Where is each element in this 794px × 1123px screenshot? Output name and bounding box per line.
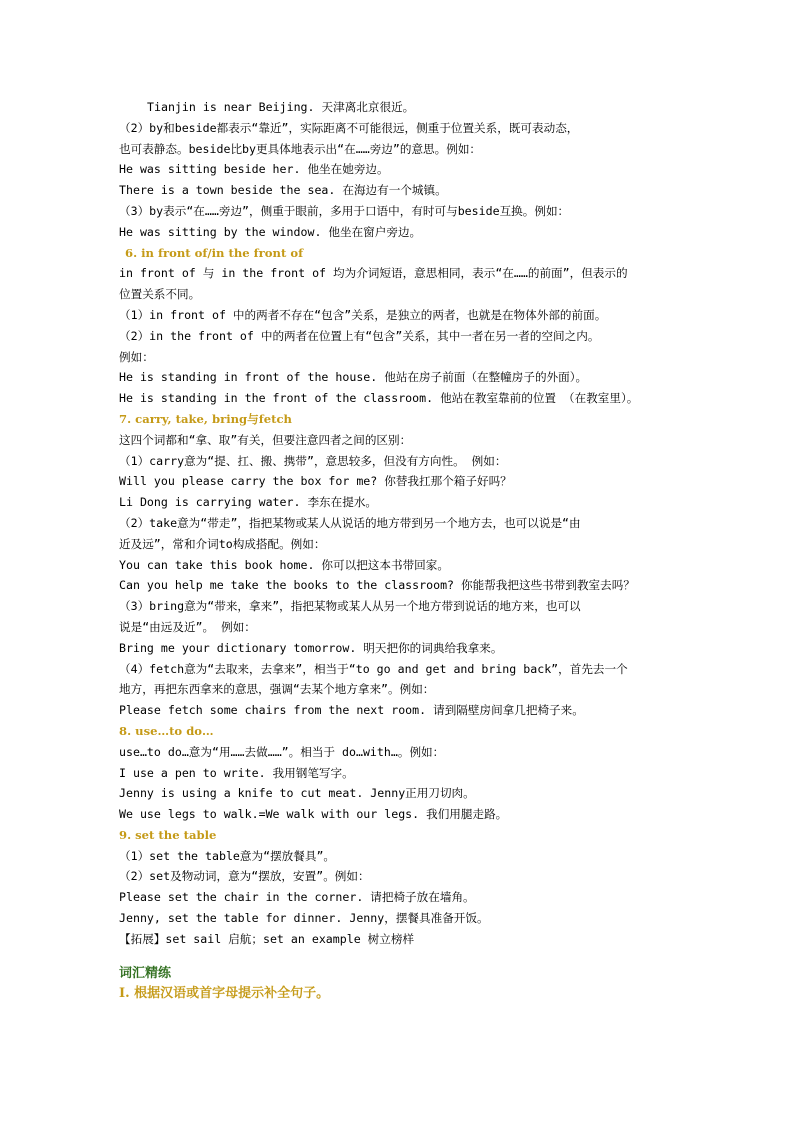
text-line: You can take this book home. 你可以把这本书带回家。 xyxy=(119,557,449,572)
text-line: in front of 与 in the front of 均为介词短语，意思相同，表示“在……的前面”，但表示的 xyxy=(119,266,628,281)
heading-8: 8. use…to do… xyxy=(119,723,214,738)
text-line: 也可表静态。beside比by更具体地表示出“在……旁边”的意思。例如： xyxy=(119,141,482,156)
text-line: He was sitting by the window. 他坐在窗户旁边。 xyxy=(119,224,422,239)
text-line: （1）carry意为“提、扛、搬、携带”，意思较多，但没有方向性。 例如： xyxy=(119,453,507,468)
text-line: We use legs to walk.=We walk with our legs. 我们用腿走路。 xyxy=(119,807,508,822)
text-line: （1）set the table意为“摆放餐具”。 xyxy=(119,848,336,863)
text-line: （2）take意为“带走”，指把某物或某人从说话的地方带到另一个地方去，也可以说是“由 xyxy=(119,515,581,530)
text-line: I use a pen to write. 我用钢笔写字。 xyxy=(119,765,354,780)
text-line: 【拓展】set sail 启航；set an example 树立榜样 xyxy=(119,931,415,946)
text-line: 这四个词都和“拿、取”有关，但要注意四者之间的区别： xyxy=(119,432,412,447)
text-line: （1）in front of 中的两者不存在“包含”关系，是独立的两者，也就是在物体外部的前面。 xyxy=(119,307,607,322)
text-line: Please set the chair in the corner. 请把椅子放在墙角。 xyxy=(119,890,475,905)
text-line: Bring me your dictionary tomorrow. 明天把你的词典给我拿来。 xyxy=(119,640,503,655)
text-line: 位置关系不同。 xyxy=(119,287,201,302)
text-line: Will you please carry the box for me? 你替我扛那个箱子好吗？ xyxy=(119,474,512,489)
text-line: Tianjin is near Beijing. 天津离北京很近。 xyxy=(147,100,415,114)
text-line: Can you help me take the books to the classroom? 你能帮我把这些书带到教室去吗？ xyxy=(119,578,635,593)
text-line: （2）by和beside都表示“靠近”，实际距离不可能很远，侧重于位置关系，既可表动态， xyxy=(119,120,579,135)
text-line: （4）fetch意为“去取来，去拿来”，相当于“to go and get and bring back”，首先去一个 xyxy=(119,661,628,676)
text-line: （3）by表示“在……旁边”，侧重于眼前，多用于口语中，有时可与beside互换。例如： xyxy=(119,203,570,218)
document-content xyxy=(119,97,679,1005)
text-line: Jenny, set the table for dinner. Jenny，摆餐具准备开饭。 xyxy=(119,911,489,926)
text-line: use…to do…意为“用……去做……”。相当于 do…with…。例如： xyxy=(119,744,445,759)
heading-7: 7. carry, take, bring与fetch xyxy=(119,411,292,426)
text-line: 例如： xyxy=(119,349,154,364)
text-line: He is standing in front of the house. 他站在房子前面（在整幢房子的外面）。 xyxy=(119,370,588,385)
text-line: （3）bring意为“带来，拿来”，指把某物或某人从另一个地方带到说话的地方来，也可以 xyxy=(119,599,581,614)
text-line: 近及远”，常和介词to构成搭配。例如： xyxy=(119,536,326,551)
text-line: （2）in the front of 中的两者在位置上有“包含”关系，其中一者在另一者的空间之内。 xyxy=(119,328,600,343)
heading-6: 6. in front of/in the front of xyxy=(125,245,304,260)
text-line: There is a town beside the sea. 在海边有一个城镇。 xyxy=(119,183,447,198)
text-line: Jenny is using a knife to cut meat. Jenny正用刀切肉。 xyxy=(119,786,475,801)
exercise-title: I. 根据汉语或首字母提示补全句子。 xyxy=(119,986,330,1002)
text-line: Please fetch some chairs from the next room. 请到隔壁房间拿几把椅子来。 xyxy=(119,703,584,718)
text-line: （2）set及物动词，意为“摆放，安置”。例如： xyxy=(119,869,370,884)
text-line: He is standing in the front of the classroom. 他站在教室靠前的位置 （在教室里）。 xyxy=(119,391,639,406)
section-title: 词汇精练 xyxy=(119,965,172,981)
text-line: Li Dong is carrying water. 李东在提水。 xyxy=(119,495,378,510)
heading-9: 9. set the table xyxy=(119,827,217,842)
text-line: He was sitting beside her. 他坐在她旁边。 xyxy=(119,162,389,177)
text-line: 地方，再把东西拿来的意思，强调“去某个地方拿来”。例如： xyxy=(119,682,435,697)
text-line: 说是“由远及近”。 例如： xyxy=(119,619,256,634)
spacer xyxy=(119,950,679,964)
